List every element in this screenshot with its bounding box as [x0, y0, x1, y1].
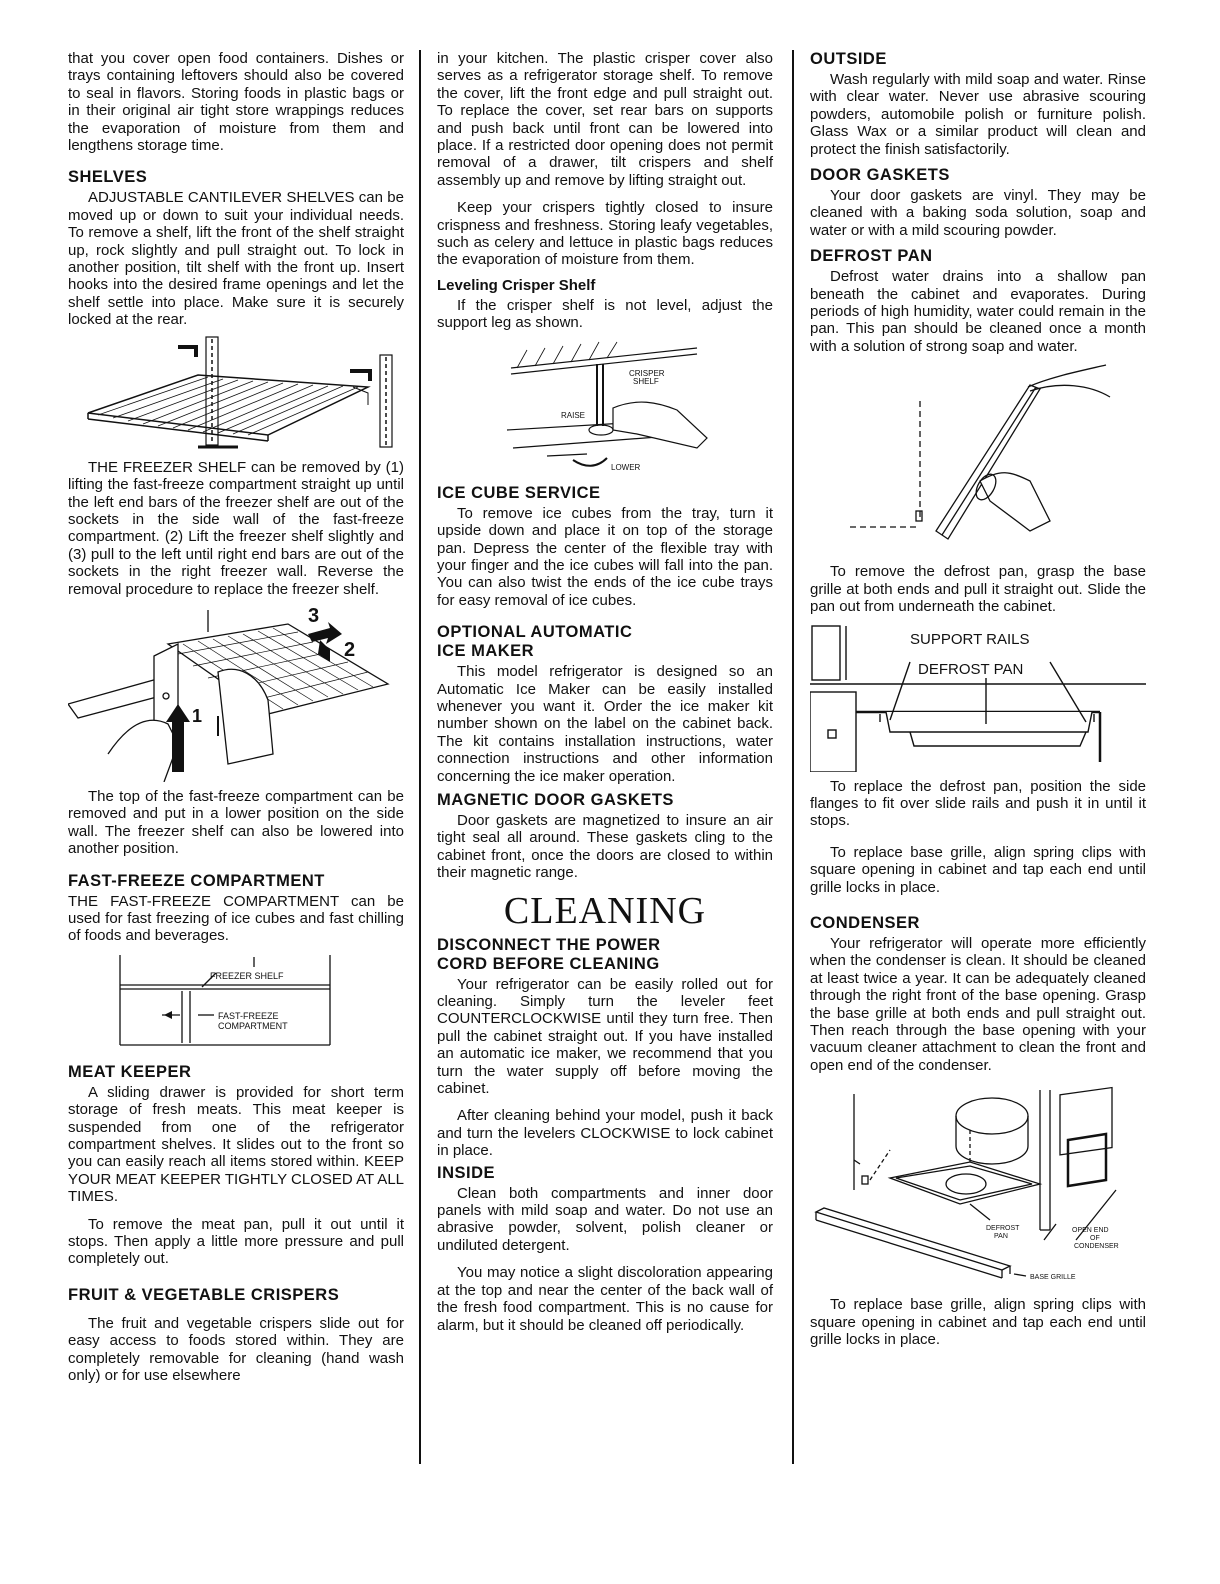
column-rule-right — [792, 50, 794, 1464]
column-3 — [810, 50, 1146, 1348]
door-gaskets-heading: DOOR GASKETS — [810, 166, 950, 185]
fastfreeze-label-2: COMPARTMENT — [218, 1020, 288, 1031]
magnetic-gaskets-heading: MAGNETIC DOOR GASKETS — [437, 790, 674, 809]
leveling-paragraph: If the crisper shelf is not level, adjust the support leg as shown. — [437, 296, 773, 332]
condenser-heading: CONDENSER — [810, 913, 920, 932]
base-grille-label: BASE GRILLE — [1030, 1274, 1076, 1282]
ice-cube-paragraph: To remove ice cubes from the tray, turn it upside down and place it on top of the storage pan. Depress the center of the flexible tray with your finger and the ice cubes will fall into the pan. You can also twist the ends of the ice cube trays for easy removal of ice cubes. — [437, 504, 773, 609]
column-1 — [68, 50, 404, 1384]
meat-keeper-heading: MEAT KEEPER — [68, 1062, 192, 1081]
lower-label: LOWER — [611, 462, 641, 472]
fastfreeze-paragraph: THE FAST-FREEZE COMPARTMENT can be used for fast freezing of ice cubes and fast chilling of foods and beverages. — [68, 892, 404, 945]
fastfreeze-top-paragraph: The top of the fast-freeze compartment can be removed and put in a lower position on the side wall. The freezer shelf can also be lowered into another position. — [68, 787, 404, 858]
defrost-pan-label: DEFROST PAN — [918, 660, 1024, 678]
defrost-remove-paragraph: To remove the defrost pan, grasp the base grille at both ends and pull it straight out. Slide the pan out from underneath the cabinet. — [810, 563, 1146, 616]
crispers-continued-paragraph: in your kitchen. The plastic crisper cover also serves as a refrigerator storage shelf. To remove the cover, lift the front edge and pull straight out. To replace the cover, set rear bars on supports and push back until front can be lowered into place. If a restricted door opening does not permit removal of a drawer, tilt crispers and shelf assembly up and remove by lifting straight out. — [437, 50, 773, 189]
column-2 — [437, 50, 773, 1334]
cantilever-shelf-illustration — [68, 335, 404, 453]
grille-replace-paragraph-1: To replace base grille, align spring clips with square opening in cabinet and tap each end until grille locks in place. — [810, 843, 1146, 896]
defrost-replace-paragraph: To replace the defrost pan, position the side flanges to fit over slide rails and push it in until it stops. — [810, 777, 1146, 830]
open-end-label-2: OF — [1090, 1235, 1100, 1243]
inside-paragraph-1: Clean both compartments and inner door panels with mild soap and water. Do not use an abrasive powder, solvent, polish cleaner or undiluted detergent. — [437, 1184, 773, 1254]
outside-heading: OUTSIDE — [810, 50, 887, 68]
step-2-label: 2 — [344, 638, 356, 661]
ice-maker-heading-1: OPTIONAL AUTOMATIC — [437, 623, 633, 642]
crispers-freshness-paragraph: Keep your crispers tightly closed to insure crispness and freshness. Storing leafy vegetables, such as celery and lettuce in plastic bags reduces the evaporation of moisture from them. — [437, 199, 773, 269]
freezer-shelf-label: FREEZER SHELF — [210, 970, 284, 981]
condenser-defrost-label-1: DEFROST — [986, 1225, 1020, 1233]
step-3-label: 3 — [308, 604, 320, 627]
ice-maker-heading-2: ICE MAKER — [437, 642, 535, 661]
door-gaskets-paragraph: Your door gaskets are vinyl. They may be cleaned with a baking soda solution, soap and water or with a mild scouring powder. — [810, 187, 1146, 239]
disconnect-paragraph-2: After cleaning behind your model, push it back and turn the levelers CLOCKWISE to lock cabinet in place. — [437, 1107, 773, 1160]
crisper-leveling-illustration — [437, 338, 773, 478]
grille-replace-paragraph-2: To replace base grille, align spring clips with square opening in cabinet and tap each end until grille locks in place. — [810, 1296, 1146, 1348]
fastfreeze-heading: FAST-FREEZE COMPARTMENT — [68, 871, 325, 890]
disconnect-heading-2: CORD BEFORE CLEANING — [437, 954, 660, 973]
disconnect-heading-1: DISCONNECT THE POWER — [437, 935, 661, 954]
ice-maker-paragraph: This model refrigerator is designed so an Automatic Ice Maker can be easily installed whenever you want it. Order the ice maker kit number shown on the label on the cabinet back. The kit contains installation instructions, water connection instructions and other information concerning the ice maker operation. — [437, 663, 773, 785]
shelves-paragraph: ADJUSTABLE CANTILEVER SHELVES can be moved up or down to suit your individual needs. To remove a shelf, lift the front of the shelf straight up, rock slightly and pull straight out. To lock in another position, tilt shelf with the front up. Insert hooks into the desired frame openings and let the shelf settle into place. Make sure it is securely locked at the rear. — [68, 189, 404, 329]
defrost-pan-heading: DEFROST PAN — [810, 247, 933, 266]
magnetic-gaskets-paragraph: Door gaskets are magnetized to insure an air tight seal all around. These gaskets cling to the cabinet front, once the doors are closed to within their magnetic range. — [437, 811, 773, 882]
meat-keeper-paragraph-2: To remove the meat pan, pull it out until it stops. Then apply a little more pressure and pull completely out. — [68, 1215, 404, 1268]
defrost-pan-rails-illustration — [810, 622, 1146, 772]
meat-keeper-paragraph-1: A sliding drawer is provided for short term storage of fresh meats. This meat keeper is suspended from one of the refrigerator compartment shelves. It slides out to the front so you can easily reach all items stored within. KEEP YOUR MEAT KEEPER TIGHTLY CLOSED AT ALL TIMES. — [68, 1083, 404, 1206]
support-rails-label: SUPPORT RAILS — [910, 630, 1030, 648]
defrost-pan-paragraph: Defrost water drains into a shallow pan beneath the cabinet and evaporates. During periods of high humidity, water could remain in the pan. This pan should be cleaned once a month with a solution of strong soap and water. — [810, 268, 1146, 355]
crispers-paragraph: The fruit and vegetable crispers slide out for easy access to foods stored within. They are completely removable for cleaning (hand wash only) or for use elsewhere — [68, 1314, 404, 1385]
inside-heading: INSIDE — [437, 1163, 496, 1182]
fastfreeze-compartment-illustration — [68, 951, 404, 1049]
condenser-defrost-label-2: PAN — [994, 1233, 1008, 1241]
condenser-paragraph: Your refrigerator will operate more efficiently when the condenser is clean. It should be cleaned at least twice a year. It can be adequately cleaned through the right front of the base opening. Grasp the base grille at both ends and pull straight out. Then reach through the base opening with your vacuum cleaner attachment to clean the front and open end of the condenser. — [810, 934, 1146, 1074]
intro-paragraph: that you cover open food containers. Dishes or trays containing leftovers should also be covered to seal in flavors. Storing foods in plastic bags or in their original air tight store wrappings reduces the evaporation of moisture from them and lengthens storage time. — [68, 50, 404, 155]
open-end-label-1: OPEN END — [1072, 1227, 1109, 1235]
raise-label: RAISE — [561, 410, 586, 420]
inside-paragraph-2: You may notice a slight discoloration appearing at the top and near the center of the back wall of the fresh food compartment. This is no cause for alarm, but it should be cleaned off periodically. — [437, 1264, 773, 1334]
base-grille-removal-illustration — [810, 361, 1146, 557]
crisper-label-2: SHELF — [633, 376, 659, 386]
open-end-label-3: CONDENSER — [1074, 1243, 1119, 1251]
condenser-illustration — [810, 1080, 1146, 1290]
freezer-shelf-removal-illustration — [68, 604, 404, 782]
leveling-crisper-heading: Leveling Crisper Shelf — [437, 276, 596, 294]
crisper-label-1: CRISPER — [629, 368, 665, 378]
freezer-shelf-paragraph: THE FREEZER SHELF can be removed by (1) lifting the fast-freeze compartment straight up until the left end bars of the freezer shelf are out of the sockets in the side wall of the fast-freeze compartment. (2) Lift the freezer shelf slightly and (3) pull to the left until right end bars are out of the sockets in the right freezer wall. Reverse the removal procedure to replace the freezer shelf. — [68, 458, 404, 598]
shelves-heading: SHELVES — [68, 168, 148, 187]
fastfreeze-label-1: FAST-FREEZE — [218, 1010, 279, 1021]
crispers-heading: FRUIT & VEGETABLE CRISPERS — [68, 1285, 340, 1304]
outside-paragraph: Wash regularly with mild soap and water. Rinse with clear water. Never use abrasive scouring powders, automobile polish or furniture polish. Glass Wax or a similar product will clean and protect the finish satisfactorily. — [810, 71, 1146, 158]
disconnect-paragraph-1: Your refrigerator can be easily rolled out for cleaning. Simply turn the leveler feet COUNTERCLOCKWISE until they turn free. Then pull the cabinet straight out. If you have installed an automatic ice maker, we recommend that you turn the water supply off before moving the cabinet. — [437, 975, 773, 1098]
step-1-label: 1 — [192, 705, 203, 726]
ice-cube-heading: ICE CUBE SERVICE — [437, 483, 601, 502]
column-rule-left — [419, 50, 421, 1464]
cleaning-title: CLEANING — [503, 889, 707, 932]
